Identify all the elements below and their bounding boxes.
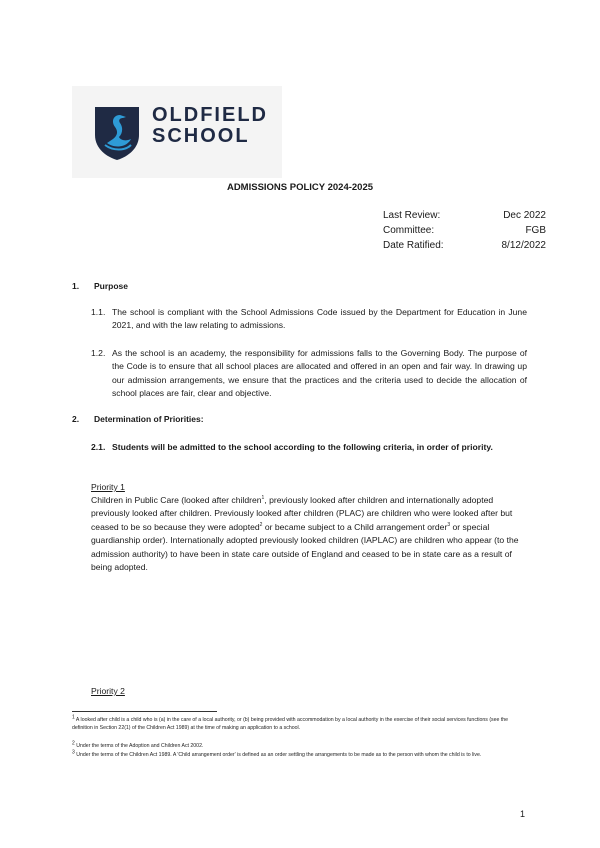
meta-row-committee bbox=[383, 223, 546, 238]
paragraph-text: As the school is an academy, the responsibility for admissions falls to the Governing Body. The purpose of the Code is to ensure that all school places are allocated and offered in an open and fair way. In drawing up our admission arrangements, we ensure that the practices and the criteria used to decide the allocation of school places are fair, clear and objective. bbox=[112, 348, 527, 399]
section-number: 2. bbox=[72, 414, 80, 424]
meta-value: 8/12/2022 bbox=[501, 240, 546, 251]
meta-label: Committee: bbox=[383, 225, 435, 236]
section-1-heading bbox=[72, 281, 128, 291]
paragraph-1-1 bbox=[91, 306, 527, 333]
priority-1-text-part: or became subject to a Child arrangement order bbox=[262, 521, 448, 532]
paragraph-text: The school is compliant with the School Admissions Code issued by the Department for Education in June 2021, and with the law relating to admissions. bbox=[112, 307, 527, 331]
footnote-ref: 2 bbox=[259, 521, 263, 528]
page-number: 1 bbox=[520, 809, 526, 819]
meta-value: Dec 2022 bbox=[503, 210, 546, 221]
paragraph-1-2 bbox=[91, 347, 527, 401]
meta-value: FGB bbox=[525, 225, 546, 236]
priority-1-heading: Priority 1 bbox=[91, 482, 125, 492]
paragraph-text: Students will be admitted to the school according to the following criteria, in order of priority. bbox=[112, 442, 493, 452]
paragraph-number: 2.1. bbox=[91, 442, 106, 452]
school-logo bbox=[72, 86, 282, 178]
swan-shield-icon bbox=[93, 105, 141, 161]
paragraph-2-1 bbox=[91, 441, 527, 454]
footnote-3 bbox=[72, 751, 527, 759]
paragraph-number: 1.2. bbox=[91, 348, 106, 358]
footnote-mark: 3 bbox=[72, 749, 75, 756]
paragraph-number: 1.1. bbox=[91, 307, 106, 317]
footnote-2 bbox=[72, 742, 527, 750]
logo-line-1: OLDFIELD bbox=[152, 104, 268, 126]
footnote-text: Under the terms of the Children Act 1989. A 'Child arrangement order' is defined as an order settling the arrangements to be made as to the person with whom the child is to live. bbox=[74, 752, 482, 758]
priority-1-text-part: , previously looked after children and internationally adopted previously looked after children. Previously looked after children (PLAC) are children who were looked after but ceased to be so because they were adopted bbox=[91, 495, 513, 532]
section-title: Determination of Priorities: bbox=[94, 414, 204, 424]
priority-1-text-part: or special guardianship order). Internationally adopted previously looked children (IAPLAC) are children who appear (to the admission authority) to have been in state care outside of England and ceased to be in state care as a result of being adopted. bbox=[91, 521, 519, 573]
logo-line-2: SCHOOL bbox=[152, 125, 250, 147]
footnote-ref: 1 bbox=[261, 495, 265, 502]
logo-wordmark bbox=[152, 105, 268, 147]
section-title: Purpose bbox=[94, 281, 129, 291]
footnote-text: Under the terms of the Adoption and Children Act 2002. bbox=[74, 743, 204, 749]
meta-row-review bbox=[383, 208, 546, 223]
footnote-1 bbox=[72, 716, 527, 732]
review-meta bbox=[383, 208, 546, 253]
footnote-mark: 1 bbox=[72, 714, 75, 721]
priority-1-text-part: Children in Public Care (looked after children bbox=[91, 495, 262, 505]
footnote-ref: 3 bbox=[447, 521, 451, 528]
section-2-heading bbox=[72, 414, 204, 424]
section-number: 1. bbox=[72, 281, 80, 291]
footnote-divider bbox=[72, 711, 217, 712]
meta-label: Date Ratified: bbox=[383, 240, 444, 251]
priority-1-text bbox=[91, 494, 527, 574]
priority-2-heading: Priority 2 bbox=[91, 686, 125, 696]
meta-label: Last Review: bbox=[383, 210, 441, 221]
footnote-mark: 2 bbox=[72, 740, 75, 747]
document-title: ADMISSIONS POLICY 2024-2025 bbox=[226, 182, 374, 193]
footnote-text: A looked after child is a child who is (a) in the care of a local authority, or (b) being provided with accommodation by a local authority in the exercise of their social services functions (see the definition in Section 22(1) of the Children Act 1989) at the time of making an application to a school. bbox=[72, 717, 509, 731]
meta-row-ratified bbox=[383, 238, 546, 253]
